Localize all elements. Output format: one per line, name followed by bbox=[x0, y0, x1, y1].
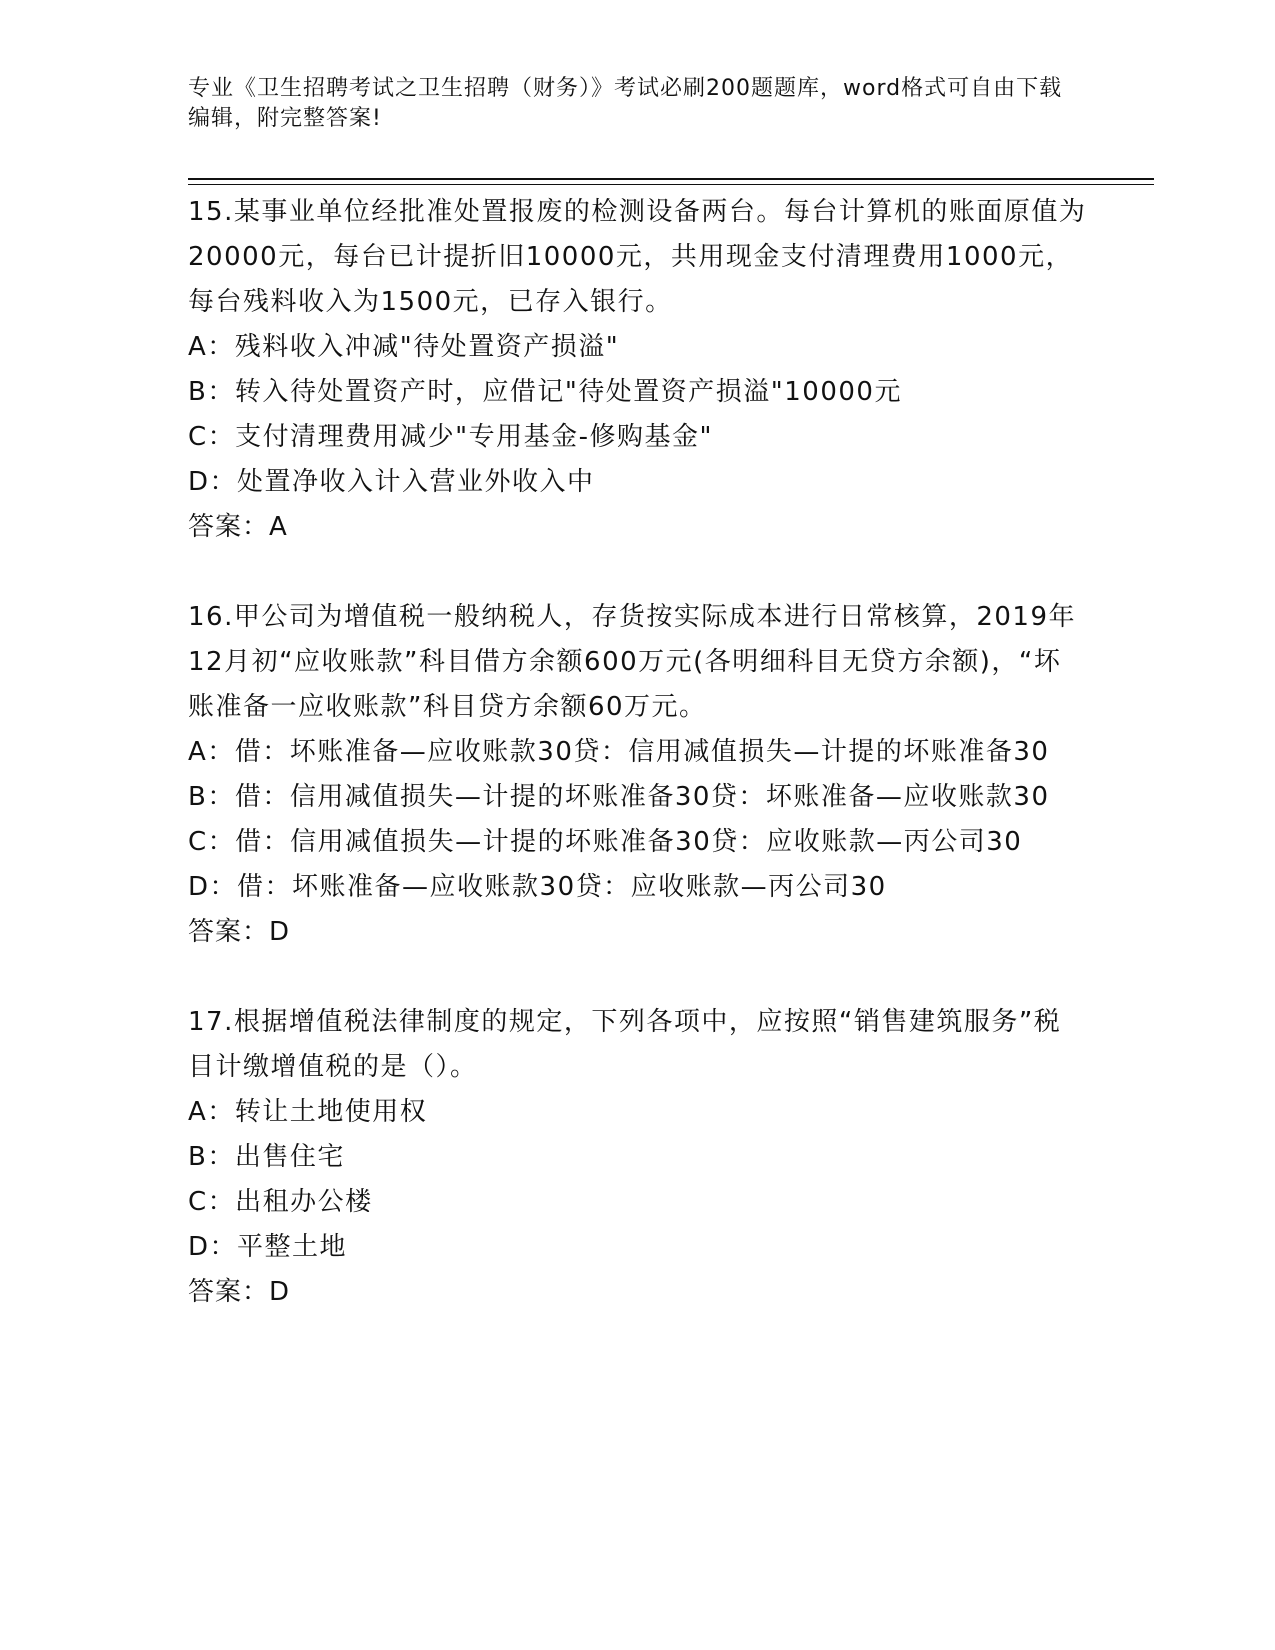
option-d: D：处置净收入计入营业外收入中 bbox=[188, 467, 595, 497]
option-c: C：借：信用减值损失—计提的坏账准备30贷：应收账款—丙公司30 bbox=[188, 827, 1023, 857]
answer: 答案：A bbox=[188, 512, 288, 542]
option-c: C：支付清理费用减少"专用基金-修购基金" bbox=[188, 422, 713, 452]
option-d: D：平整土地 bbox=[188, 1232, 348, 1262]
question-16 bbox=[188, 595, 1088, 955]
answer: 答案：D bbox=[188, 917, 291, 947]
header-rule-thin bbox=[188, 184, 1154, 185]
option-b: B：转入待处置资产时，应借记"待处置资产损溢"10000元 bbox=[188, 377, 902, 407]
document-header: 专业《卫生招聘考试之卫生招聘（财务）》考试必刷200题题库，word格式可自由下载编辑，附完整答案! bbox=[188, 76, 1063, 131]
header-rule-thick bbox=[188, 178, 1154, 180]
option-a: A：转让土地使用权 bbox=[188, 1097, 428, 1127]
option-a: A：残料收入冲减"待处置资产损溢" bbox=[188, 332, 620, 362]
question-list bbox=[188, 190, 1088, 1315]
option-b: B：出售住宅 bbox=[188, 1142, 345, 1172]
option-c: C：出租办公楼 bbox=[188, 1187, 373, 1217]
option-d: D：借：坏账准备—应收账款30贷：应收账款—丙公司30 bbox=[188, 872, 887, 902]
question-stem: 16.甲公司为增值税一般纳税人，存货按实际成本进行日常核算，2019年12月初“应收账款”科目借方余额600万元(各明细科目无贷方余额)，“坏账准备一应收账款”科目贷方余额60万元。 bbox=[188, 602, 1077, 722]
question-stem: 17.根据增值税法律制度的规定，下列各项中，应按照“销售建筑服务”税目计缴增值税的是（）。 bbox=[188, 1007, 1062, 1082]
option-a: A：借：坏账准备—应收账款30贷：信用减值损失—计提的坏账准备30 bbox=[188, 737, 1050, 767]
answer: 答案：D bbox=[188, 1277, 291, 1307]
option-b: B：借：信用减值损失—计提的坏账准备30贷：坏账准备—应收账款30 bbox=[188, 782, 1050, 812]
question-17 bbox=[188, 1000, 1088, 1315]
question-stem: 15.某事业单位经批准处置报废的检测设备两台。每台计算机的账面原值为20000元，每台已计提折旧10000元，共用现金支付清理费用1000元，每台残料收入为1500元，已存入银行。 bbox=[188, 197, 1087, 317]
question-15 bbox=[188, 190, 1088, 550]
